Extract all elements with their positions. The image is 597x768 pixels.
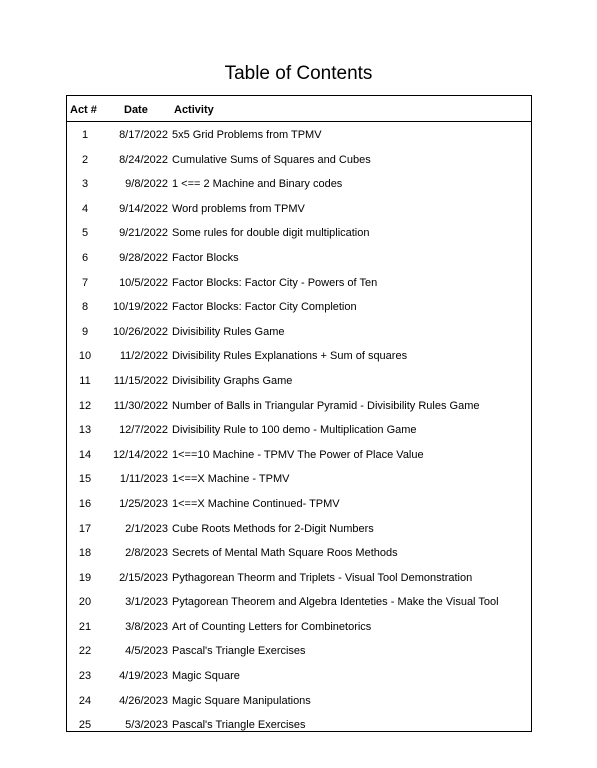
row-act-number: 15 — [78, 473, 92, 486]
row-date: 12/14/2022 — [112, 448, 168, 461]
row-act-number: 9 — [81, 325, 89, 338]
row-date: 9/21/2022 — [119, 227, 168, 240]
row-date: 9/8/2022 — [125, 178, 168, 191]
table-row — [67, 688, 531, 713]
table-row — [67, 122, 531, 147]
row-activity: Divisibility Rules Explanations + Sum of squares — [172, 350, 408, 363]
table-row — [67, 294, 531, 319]
table-header — [67, 96, 531, 122]
row-act-number: 21 — [78, 620, 92, 633]
row-act-number: 3 — [81, 178, 89, 191]
table-row — [67, 417, 531, 442]
table-row — [67, 638, 531, 663]
table-row — [67, 319, 531, 344]
table-row — [67, 220, 531, 245]
row-activity: Divisibility Rules Game — [172, 325, 285, 338]
table-row — [67, 516, 531, 541]
page-title: Table of Contents — [224, 63, 373, 84]
row-act-number: 20 — [78, 596, 92, 609]
row-date: 1/25/2023 — [119, 497, 168, 510]
row-activity: Number of Balls in Triangular Pyramid - Divisibility Rules Game — [172, 399, 480, 412]
row-activity: Cube Roots Methods for 2-Digit Numbers — [172, 522, 374, 535]
row-act-number: 11 — [79, 374, 91, 387]
table-row — [67, 466, 531, 491]
toc-table — [66, 95, 532, 732]
row-act-number: 23 — [78, 670, 92, 683]
row-date: 1/11/2023 — [119, 473, 168, 486]
table-row — [67, 368, 531, 393]
table-row — [67, 491, 531, 516]
table-row — [67, 245, 531, 270]
table-row — [67, 540, 531, 565]
row-activity: Factor Blocks: Factor City Completion — [172, 301, 357, 314]
row-act-number: 12 — [78, 399, 92, 412]
row-activity: Pascal's Triangle Exercises — [172, 719, 306, 732]
row-date: 3/8/2023 — [125, 620, 168, 633]
row-activity: Secrets of Mental Math Square Roos Methods — [172, 547, 398, 560]
row-activity: Divisibility Rule to 100 demo - Multiplication Game — [172, 424, 417, 437]
row-activity: Pytagorean Theorem and Algebra Identeties - Make the Visual Tool — [172, 596, 499, 609]
row-date: 4/19/2023 — [119, 670, 168, 683]
row-activity: Magic Square Manipulations — [172, 694, 311, 707]
row-act-number: 4 — [81, 202, 89, 215]
row-activity: Art of Counting Letters for Combinetorics — [172, 620, 372, 633]
table-row — [67, 589, 531, 614]
row-date: 11/30/2022 — [113, 399, 168, 412]
row-activity: 1 <== 2 Machine and Binary codes — [172, 178, 343, 191]
row-date: 10/5/2022 — [119, 276, 168, 289]
row-act-number: 24 — [78, 694, 92, 707]
row-date: 9/28/2022 — [119, 251, 168, 264]
header-date: Date — [124, 104, 148, 116]
row-activity: Magic Square — [172, 670, 240, 683]
row-activity: 1<==X Machine Continued- TPMV — [172, 497, 340, 510]
row-date: 9/14/2022 — [119, 202, 168, 215]
row-date: 4/5/2023 — [125, 645, 168, 658]
header-activity: Activity — [174, 104, 214, 116]
row-activity: Pythagorean Theorm and Triplets - Visual Tool Demonstration — [172, 571, 473, 584]
row-activity: Cumulative Sums of Squares and Cubes — [172, 153, 371, 166]
row-act-number: 5 — [81, 227, 89, 240]
row-act-number: 16 — [78, 497, 92, 510]
row-act-number: 17 — [78, 522, 92, 535]
row-activity: Word problems from TPMV — [172, 202, 305, 215]
row-date: 3/1/2023 — [125, 596, 168, 609]
row-activity: Factor Blocks — [172, 251, 239, 264]
table-row — [67, 614, 531, 639]
table-row — [67, 663, 531, 688]
header-act-number: Act # — [70, 104, 97, 116]
row-date: 11/15/2022 — [113, 374, 168, 387]
row-act-number: 25 — [78, 719, 92, 732]
row-act-number: 19 — [78, 571, 92, 584]
table-row — [67, 393, 531, 418]
row-date: 4/26/2023 — [119, 694, 168, 707]
row-act-number: 10 — [78, 350, 92, 363]
row-activity: 5x5 Grid Problems from TPMV — [172, 129, 322, 141]
row-act-number: 7 — [81, 276, 89, 289]
row-activity: Factor Blocks: Factor City - Powers of Ten — [172, 276, 378, 289]
row-act-number: 14 — [78, 448, 92, 461]
row-date: 2/8/2023 — [125, 547, 168, 560]
row-date: 2/1/2023 — [125, 522, 168, 535]
table-row — [67, 442, 531, 467]
table-row — [67, 270, 531, 295]
row-activity: Some rules for double digit multiplication — [172, 227, 370, 240]
row-date: 2/15/2023 — [119, 571, 168, 584]
row-activity: Divisibility Graphs Game — [172, 374, 293, 387]
table-body — [67, 122, 531, 737]
row-act-number: 18 — [78, 547, 92, 560]
row-date: 10/19/2022 — [112, 301, 168, 314]
row-date: 12/7/2022 — [119, 424, 168, 437]
row-date: 10/26/2022 — [112, 325, 168, 338]
row-act-number: 22 — [78, 645, 92, 658]
table-row — [67, 565, 531, 590]
table-row — [67, 171, 531, 196]
row-activity: 1<==10 Machine - TPMV The Power of Place Value — [172, 448, 424, 461]
row-act-number: 2 — [81, 153, 89, 166]
table-row — [67, 712, 531, 737]
row-act-number: 6 — [81, 251, 89, 264]
row-date: 5/3/2023 — [125, 719, 168, 732]
row-date: 8/24/2022 — [119, 153, 168, 166]
row-date: 11/2/2022 — [119, 350, 168, 363]
table-row — [67, 343, 531, 368]
row-activity: Pascal's Triangle Exercises — [172, 645, 306, 658]
row-act-number: 13 — [78, 424, 92, 437]
table-row — [67, 147, 531, 172]
table-row — [67, 196, 531, 221]
row-act-number: 1 — [81, 129, 89, 141]
row-activity: 1<==X Machine - TPMV — [172, 473, 290, 486]
row-act-number: 8 — [81, 301, 89, 314]
row-date: 8/17/2022 — [119, 129, 168, 141]
